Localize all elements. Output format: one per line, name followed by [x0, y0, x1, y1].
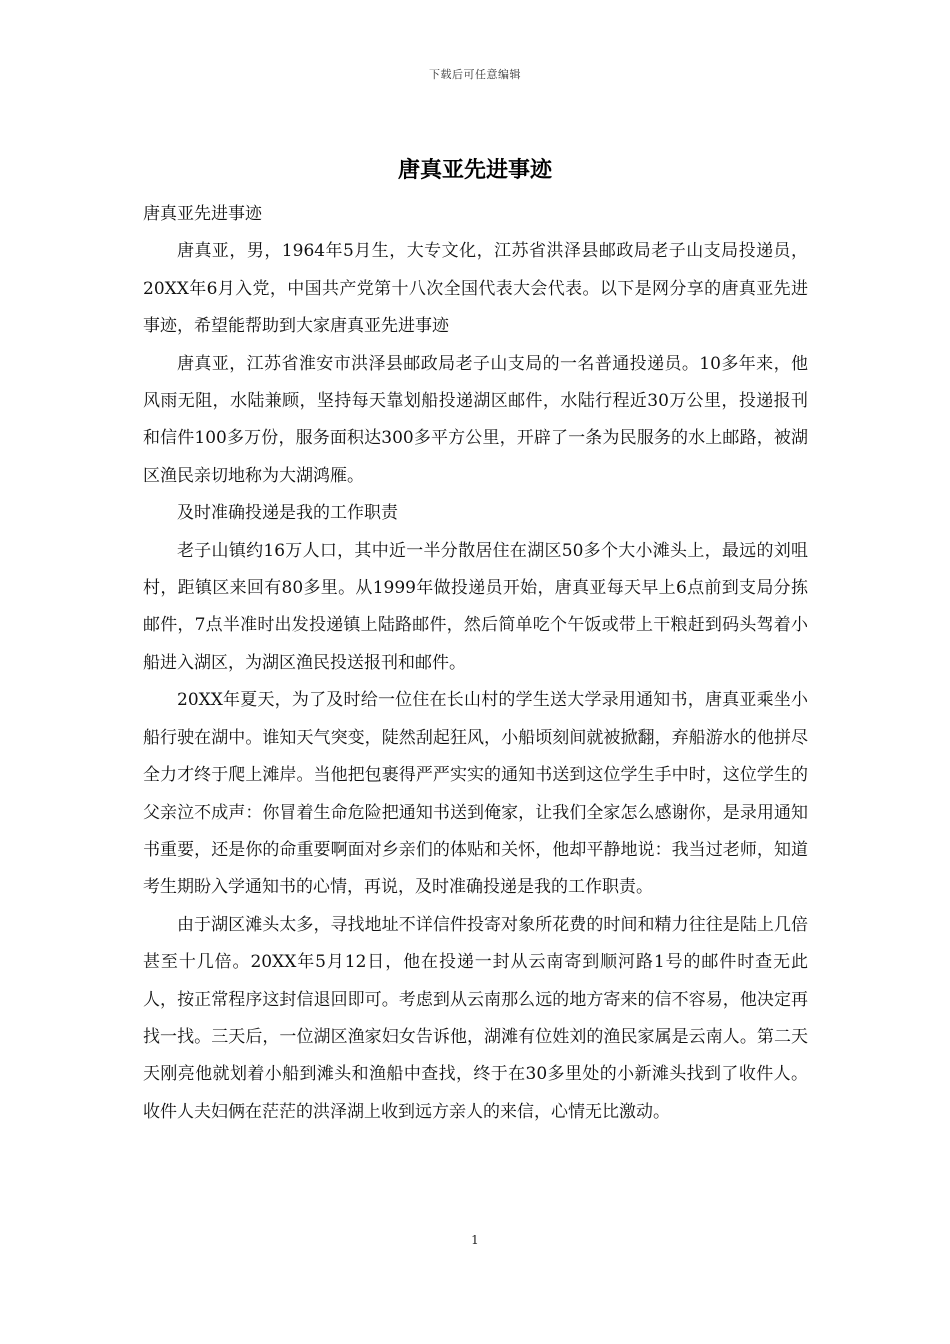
paragraph-letter-story: 由于湖区滩头太多，寻找地址不详信件投寄对象所花费的时间和精力往往是陆上几倍甚至十几倍。20XX年5月12日，他在投递一封从云南寄到顺河路1号的邮件时查无此人，按正常程序这封信退回即可。考虑到从云南那么远的地方寄来的信不容易，他决定再找一找。三天后，一位湖区渔家妇女告诉他，湖滩有位姓刘的渔民家属是云南人。第二天天刚亮他就划着小船到滩头和渔船中查找，终于在30多里处的小新滩头找到了收件人。收件人夫妇俩在茫茫的洪泽湖上收到远方亲人的来信，心情无比激动。 — [143, 914, 808, 1122]
document-body — [143, 196, 808, 1131]
document-title: 唐真亚先进事迹 — [397, 157, 552, 183]
page-number: 1 — [471, 1233, 479, 1247]
paragraph-intro: 唐真亚，男，1964年5月生，大专文化，江苏省洪泽县邮政局老子山支局投递员，20XX年6月入党，中国共产党第十八次全国代表大会代表。以下是网分享的唐真亚先进事迹，希望能帮助到大家唐真亚先进事迹 — [143, 241, 808, 337]
header-note: 下载后可任意编辑 — [429, 68, 521, 81]
paragraph-summary: 唐真亚，江苏省淮安市洪泽县邮政局老子山支局的一名普通投递员。10多年来，他风雨无阻，水陆兼顾，坚持每天靠划船投递湖区邮件，水陆行程近30万公里，投递报刊和信件100多万份，服务面积达300多平方公里，开辟了一条为民服务的水上邮路，被湖区渔民亲切地称为大湖鸿雁。 — [143, 353, 808, 486]
section-heading: 及时准确投递是我的工作职责 — [177, 503, 398, 524]
paragraph-daily-routine: 老子山镇约16万人口，其中近一半分散居住在湖区50多个大小滩头上，最远的刘咀村，距镇区来回有80多里。从1999年做投递员开始，唐真亚每天早上6点前到支局分拣邮件，7点半准时出发投递镇上陆路邮件，然后简单吃个午饭或带上干粮赶到码头驾着小船进入湖区，为湖区渔民投送报刊和邮件。 — [143, 540, 808, 673]
document-subtitle: 唐真亚先进事迹 — [143, 204, 262, 224]
paragraph-summer-story: 20XX年夏天，为了及时给一位住在长山村的学生送大学录用通知书，唐真亚乘坐小船行驶在湖中。谁知天气突变，陡然刮起狂风，小船顷刻间就被掀翻，弃船游水的他拼尽全力才终于爬上滩岸。当他把包裹得严严实实的通知书送到这位学生手中时，这位学生的父亲泣不成声：你冒着生命危险把通知书送到俺家，让我们全家怎么感谢你，是录用通知书重要，还是你的命重要啊面对乡亲们的体贴和关怀，他却平静地说：我当过老师，知道考生期盼入学通知书的心情，再说，及时准确投递是我的工作职责。 — [143, 690, 808, 898]
